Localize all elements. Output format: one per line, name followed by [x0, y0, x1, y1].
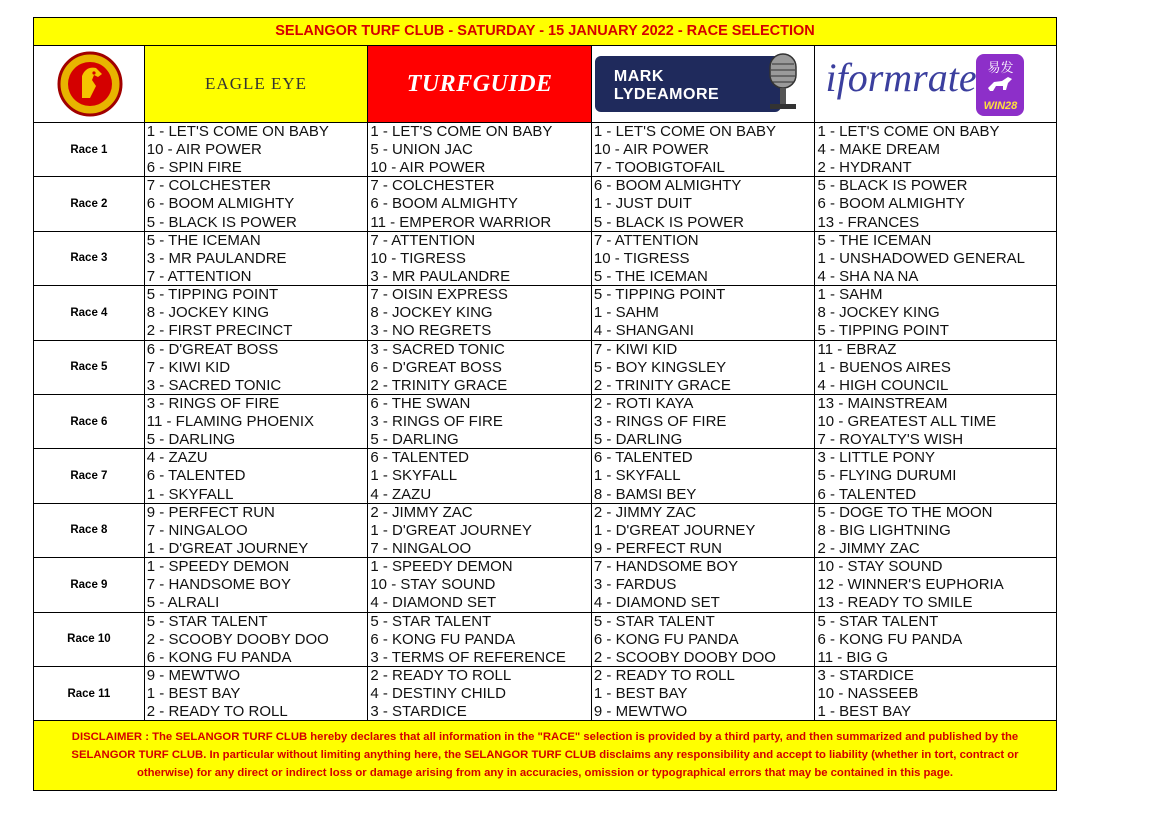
eagle-eye-picks — [145, 449, 369, 502]
selection-item: 6 - D'GREAT BOSS — [146, 340, 279, 358]
selection-item: 5 - THE ICEMAN — [817, 231, 932, 249]
turfguide-picks — [368, 449, 592, 502]
selection-item: 3 - LITTLE PONY — [817, 449, 936, 467]
selection-item: 2 - JIMMY ZAC — [593, 503, 697, 521]
selection-item: 6 - KONG FU PANDA — [146, 648, 292, 666]
selection-item: 9 - PERFECT RUN — [146, 503, 275, 521]
selection-item: 2 - READY TO ROLL — [146, 703, 288, 721]
selection-item: 7 - KIWI KID — [146, 358, 231, 376]
selection-item: 2 - TRINITY GRACE — [370, 376, 508, 394]
selection-item: 2 - ROTI KAYA — [593, 394, 694, 412]
selection-item: 3 - NO REGRETS — [370, 322, 492, 340]
selection-item: 8 - BAMSI BEY — [593, 485, 697, 503]
selection-item: 7 - NINGALOO — [370, 539, 472, 557]
selection-item: 5 - THE ICEMAN — [593, 267, 708, 285]
selection-item: 8 - JOCKEY KING — [146, 304, 270, 322]
mark-lydeamore-logo — [592, 46, 816, 122]
turfguide-picks — [368, 341, 592, 394]
selection-item: 3 - TERMS OF REFERENCE — [370, 648, 566, 666]
selection-item: 5 - TIPPING POINT — [817, 322, 949, 340]
selection-item: 5 - STAR TALENT — [593, 612, 715, 630]
selection-item: 1 - BEST BAY — [817, 703, 912, 721]
turfguide-logo — [368, 46, 592, 122]
race-label: Race 1 — [34, 123, 145, 176]
race-label: Race 5 — [34, 341, 145, 394]
mark-lydeamore-picks — [592, 504, 816, 557]
eagle-eye-picks — [145, 667, 369, 720]
race-label: Race 7 — [34, 449, 145, 502]
selection-item: 5 - DARLING — [593, 431, 683, 449]
iformrate-logo — [815, 46, 1056, 122]
selection-item: 5 - DARLING — [370, 431, 459, 449]
page-title: SELANGOR TURF CLUB - SATURDAY - 15 JANUARY 2022 - RACE SELECTION — [34, 18, 1056, 46]
iformrate-picks — [815, 395, 1056, 448]
mark-lydeamore-picks — [592, 232, 816, 285]
selection-item: 1 - SAHM — [593, 304, 659, 322]
selection-item: 10 - TIGRESS — [593, 249, 690, 267]
iformrate-picks — [815, 558, 1056, 611]
mark-line-1: MARK — [613, 68, 664, 85]
selection-item: 2 - READY TO ROLL — [593, 666, 735, 684]
selection-item: 10 - NASSEEB — [817, 685, 919, 702]
turfguide-picks — [368, 286, 592, 339]
mark-line-2: LYDEAMORE — [613, 86, 720, 103]
selection-item: 5 - BLACK IS POWER — [817, 177, 968, 195]
selection-item: 4 - DIAMOND SET — [593, 594, 720, 612]
race-row — [34, 395, 1056, 449]
mark-lydeamore-picks — [592, 667, 816, 720]
race-table — [34, 123, 1056, 721]
selection-item: 4 - HIGH COUNCIL — [817, 376, 949, 394]
selection-item: 3 - MR PAULANDRE — [146, 249, 287, 267]
mark-lydeamore-picks — [592, 123, 816, 176]
eagle-eye-logo — [145, 46, 369, 122]
selection-item: 10 - GREATEST ALL TIME — [817, 413, 997, 431]
selection-item: 11 - EMPEROR WARRIOR — [370, 213, 552, 231]
selection-item: 10 - AIR POWER — [370, 159, 486, 177]
eagle-eye-picks — [145, 395, 369, 448]
selection-item: 1 - SPEEDY DEMON — [146, 558, 290, 576]
selection-item: 2 - READY TO ROLL — [370, 666, 512, 684]
win28-label: WIN28 — [983, 100, 1018, 112]
selection-item: 10 - AIR POWER — [146, 141, 262, 159]
selection-item: 5 - FLYING DURUMI — [817, 467, 957, 485]
selection-item: 6 - THE SWAN — [370, 394, 471, 412]
race-label: Race 8 — [34, 504, 145, 557]
selection-item: 6 - TALENTED — [146, 467, 246, 485]
selection-item: 7 - ROYALTY'S WISH — [817, 431, 964, 449]
iformrate-picks — [815, 613, 1056, 666]
race-row — [34, 504, 1056, 558]
eagle-eye-picks — [145, 504, 369, 557]
selection-item: 1 - SKYFALL — [146, 485, 234, 503]
selection-item: 1 - LET'S COME ON BABY — [593, 123, 776, 140]
eagle-eye-picks — [145, 558, 369, 611]
selection-item: 5 - DARLING — [146, 431, 236, 449]
mark-lydeamore-picks — [592, 395, 816, 448]
race-row — [34, 123, 1056, 177]
selection-item: 9 - PERFECT RUN — [593, 539, 722, 557]
selection-item: 4 - MAKE DREAM — [817, 141, 940, 159]
selection-item: 5 - TIPPING POINT — [593, 286, 726, 304]
race-row — [34, 286, 1056, 340]
selection-item: 1 - SKYFALL — [370, 467, 458, 485]
selection-item: 12 - WINNER'S EUPHORIA — [817, 576, 1004, 594]
race-row — [34, 667, 1056, 721]
selection-item: 3 - STARDICE — [370, 703, 467, 721]
selection-item: 1 - LET'S COME ON BABY — [146, 123, 329, 140]
selection-item: 1 - BEST BAY — [593, 685, 688, 702]
selection-item: 7 - NINGALOO — [146, 521, 248, 539]
race-selection-sheet — [33, 17, 1057, 791]
selection-item: 1 - D'GREAT JOURNEY — [146, 539, 309, 557]
selection-item: 6 - TALENTED — [817, 485, 917, 503]
selection-item: 4 - ZAZU — [146, 449, 208, 467]
selection-item: 4 - SHA NA NA — [817, 267, 919, 285]
mark-lydeamore-picks — [592, 613, 816, 666]
selection-item: 2 - SCOOBY DOOBY DOO — [146, 630, 329, 648]
selection-item: 10 - STAY SOUND — [817, 558, 943, 576]
win28-badge — [976, 54, 1024, 116]
selection-item: 4 - ZAZU — [370, 485, 432, 503]
turfguide-picks — [368, 613, 592, 666]
selection-item: 5 - ALRALI — [146, 594, 220, 612]
eagle-eye-picks — [145, 177, 369, 230]
iformrate-picks — [815, 286, 1056, 339]
selection-item: 13 - MAINSTREAM — [817, 394, 948, 412]
selection-item: 7 - ATTENTION — [146, 267, 252, 285]
turfguide-picks — [368, 667, 592, 720]
selection-item: 8 - JOCKEY KING — [817, 304, 940, 322]
selection-item: 5 - STAR TALENT — [146, 612, 268, 630]
iformrate-picks — [815, 449, 1056, 502]
selection-item: 1 - D'GREAT JOURNEY — [370, 521, 532, 539]
selection-item: 11 - FLAMING PHOENIX — [146, 413, 315, 431]
race-row — [34, 558, 1056, 612]
turfguide-picks — [368, 395, 592, 448]
race-label: Race 9 — [34, 558, 145, 611]
iformrate-picks — [815, 123, 1056, 176]
selection-item: 7 - ATTENTION — [370, 231, 476, 249]
eagle-eye-picks — [145, 123, 369, 176]
selection-item: 1 - BUENOS AIRES — [817, 358, 951, 376]
selection-item: 7 - HANDSOME BOY — [146, 576, 291, 594]
race-row — [34, 232, 1056, 286]
eagle-eye-picks — [145, 232, 369, 285]
selection-item: 1 - SPEEDY DEMON — [370, 558, 513, 576]
turfguide-picks — [368, 504, 592, 557]
selection-item: 10 - STAY SOUND — [370, 576, 496, 594]
selection-item: 5 - UNION JAC — [370, 141, 473, 159]
turfguide-picks — [368, 177, 592, 230]
selection-item: 1 - UNSHADOWED GENERAL — [817, 249, 1026, 267]
selection-item: 9 - MEWTWO — [146, 666, 241, 684]
selection-item: 5 - BOY KINGSLEY — [593, 358, 727, 376]
selection-item: 3 - STARDICE — [817, 666, 914, 684]
tipster-logo-row — [34, 46, 1056, 123]
race-row — [34, 613, 1056, 667]
selection-item: 11 - BIG G — [817, 648, 889, 666]
microphone-icon — [760, 50, 808, 116]
selection-item: 1 - SAHM — [817, 286, 883, 304]
iformrate-wordmark: iformrate — [825, 55, 977, 100]
turfguide-picks — [368, 123, 592, 176]
selection-item: 2 - FIRST PRECINCT — [146, 322, 293, 340]
eagle-eye-picks — [145, 613, 369, 666]
selection-item: 11 - EBRAZ — [817, 340, 897, 358]
selection-item: 1 - D'GREAT JOURNEY — [593, 521, 756, 539]
selection-item: 3 - RINGS OF FIRE — [146, 394, 280, 412]
selection-item: 7 - ATTENTION — [593, 231, 699, 249]
selection-item: 6 - KONG FU PANDA — [817, 630, 963, 648]
selection-item: 6 - KONG FU PANDA — [593, 630, 739, 648]
selection-item: 7 - COLCHESTER — [146, 177, 271, 195]
selection-item: 4 - DIAMOND SET — [370, 594, 497, 612]
selection-item: 8 - BIG LIGHTNING — [817, 521, 951, 539]
mark-lydeamore-picks — [592, 558, 816, 611]
mark-lydeamore-picks — [592, 177, 816, 230]
selection-item: 4 - DESTINY CHILD — [370, 685, 506, 702]
selection-item: 2 - HYDRANT — [817, 159, 912, 177]
horse-rider-icon — [986, 74, 1014, 94]
selection-item: 6 - SPIN FIRE — [146, 159, 242, 177]
selection-item: 2 - JIMMY ZAC — [817, 539, 920, 557]
mark-lydeamore-picks — [592, 286, 816, 339]
selection-item: 8 - JOCKEY KING — [370, 304, 493, 322]
selection-item: 1 - JUST DUIT — [593, 195, 692, 213]
race-label: Race 6 — [34, 395, 145, 448]
race-row — [34, 341, 1056, 395]
selection-item: 2 - JIMMY ZAC — [370, 503, 473, 521]
selection-item: 6 - KONG FU PANDA — [370, 630, 516, 648]
selection-item: 6 - TALENTED — [593, 449, 693, 467]
selection-item: 5 - THE ICEMAN — [146, 231, 261, 249]
selection-item: 5 - STAR TALENT — [817, 612, 939, 630]
mark-lydeamore-picks — [592, 341, 816, 394]
selection-item: 3 - SACRED TONIC — [146, 376, 282, 394]
race-label: Race 4 — [34, 286, 145, 339]
iformrate-picks — [815, 177, 1056, 230]
selection-item: 2 - TRINITY GRACE — [593, 376, 731, 394]
turfguide-wordmark: TURFGUIDE — [406, 70, 553, 97]
selection-item: 1 - LET'S COME ON BABY — [817, 123, 1000, 140]
selection-item: 7 - HANDSOME BOY — [593, 558, 739, 576]
selection-item: 6 - D'GREAT BOSS — [370, 358, 502, 376]
iformrate-picks — [815, 667, 1056, 720]
selection-item: 7 - OISIN EXPRESS — [370, 286, 508, 304]
race-label: Race 10 — [34, 613, 145, 666]
selection-item: 6 - TALENTED — [370, 449, 469, 467]
iformrate-picks — [815, 504, 1056, 557]
race-label: Race 11 — [34, 667, 145, 720]
selection-item: 5 - BLACK IS POWER — [146, 213, 297, 231]
race-row — [34, 177, 1056, 231]
selection-item: 6 - BOOM ALMIGHTY — [146, 195, 295, 213]
eagle-eye-wordmark: EAGLE EYE — [205, 74, 308, 93]
mark-lydeamore-wordmark — [614, 68, 719, 104]
selection-item: 1 - BEST BAY — [146, 685, 241, 702]
selection-item: 6 - BOOM ALMIGHTY — [593, 177, 742, 195]
selection-item: 10 - AIR POWER — [593, 141, 709, 159]
selection-item: 6 - BOOM ALMIGHTY — [817, 195, 965, 213]
turf-club-emblem-icon — [34, 46, 144, 121]
selection-item: 13 - FRANCES — [817, 213, 920, 231]
race-label: Race 2 — [34, 177, 145, 230]
iformrate-picks — [815, 341, 1056, 394]
win28-chinese-text: 易发 — [987, 60, 1014, 75]
selection-item: 3 - RINGS OF FIRE — [593, 413, 727, 431]
selection-item: 3 - MR PAULANDRE — [370, 267, 511, 285]
selection-item: 6 - BOOM ALMIGHTY — [370, 195, 518, 213]
selangor-turf-club-logo — [34, 46, 145, 122]
selection-item: 7 - TOOBIGTOFAIL — [593, 159, 725, 177]
selection-item: 4 - SHANGANI — [593, 322, 694, 340]
selection-item: 9 - MEWTWO — [593, 703, 688, 721]
selection-item: 5 - DOGE TO THE MOON — [817, 503, 993, 521]
selection-item: 3 - FARDUS — [593, 576, 677, 594]
eagle-eye-picks — [145, 341, 369, 394]
selection-item: 1 - SKYFALL — [593, 467, 681, 485]
selection-item: 10 - TIGRESS — [370, 249, 466, 267]
selection-item: 7 - COLCHESTER — [370, 177, 495, 195]
selection-item: 5 - TIPPING POINT — [146, 286, 279, 304]
disclaimer: DISCLAIMER : The SELANGOR TURF CLUB hereby declares that all information in the "RACE" selection is provided by a third party, and then summarized and published by the SELANGOR TURF CLUB. In particular without limiting anything here, the SELANGOR TURF CLUB disclaims any responsibility and accept to liability (whether in tort, contract or otherwise) for any direct or indirect loss or damage arising from any in accuracies, omission or typographical errors that may be contained in this page. — [34, 721, 1056, 790]
selection-item: 3 - RINGS OF FIRE — [370, 413, 503, 431]
race-row — [34, 449, 1056, 503]
eagle-eye-picks — [145, 286, 369, 339]
selection-item: 13 - READY TO SMILE — [817, 594, 973, 612]
mark-lydeamore-picks — [592, 449, 816, 502]
selection-item: 2 - SCOOBY DOOBY DOO — [593, 648, 776, 666]
iformrate-picks — [815, 232, 1056, 285]
selection-item: 5 - BLACK IS POWER — [593, 213, 744, 231]
selection-item: 7 - KIWI KID — [593, 340, 678, 358]
turfguide-picks — [368, 232, 592, 285]
race-label: Race 3 — [34, 232, 145, 285]
turfguide-picks — [368, 558, 592, 611]
selection-item: 1 - LET'S COME ON BABY — [370, 123, 553, 140]
selection-item: 5 - STAR TALENT — [370, 612, 492, 630]
selection-item: 3 - SACRED TONIC — [370, 340, 505, 358]
